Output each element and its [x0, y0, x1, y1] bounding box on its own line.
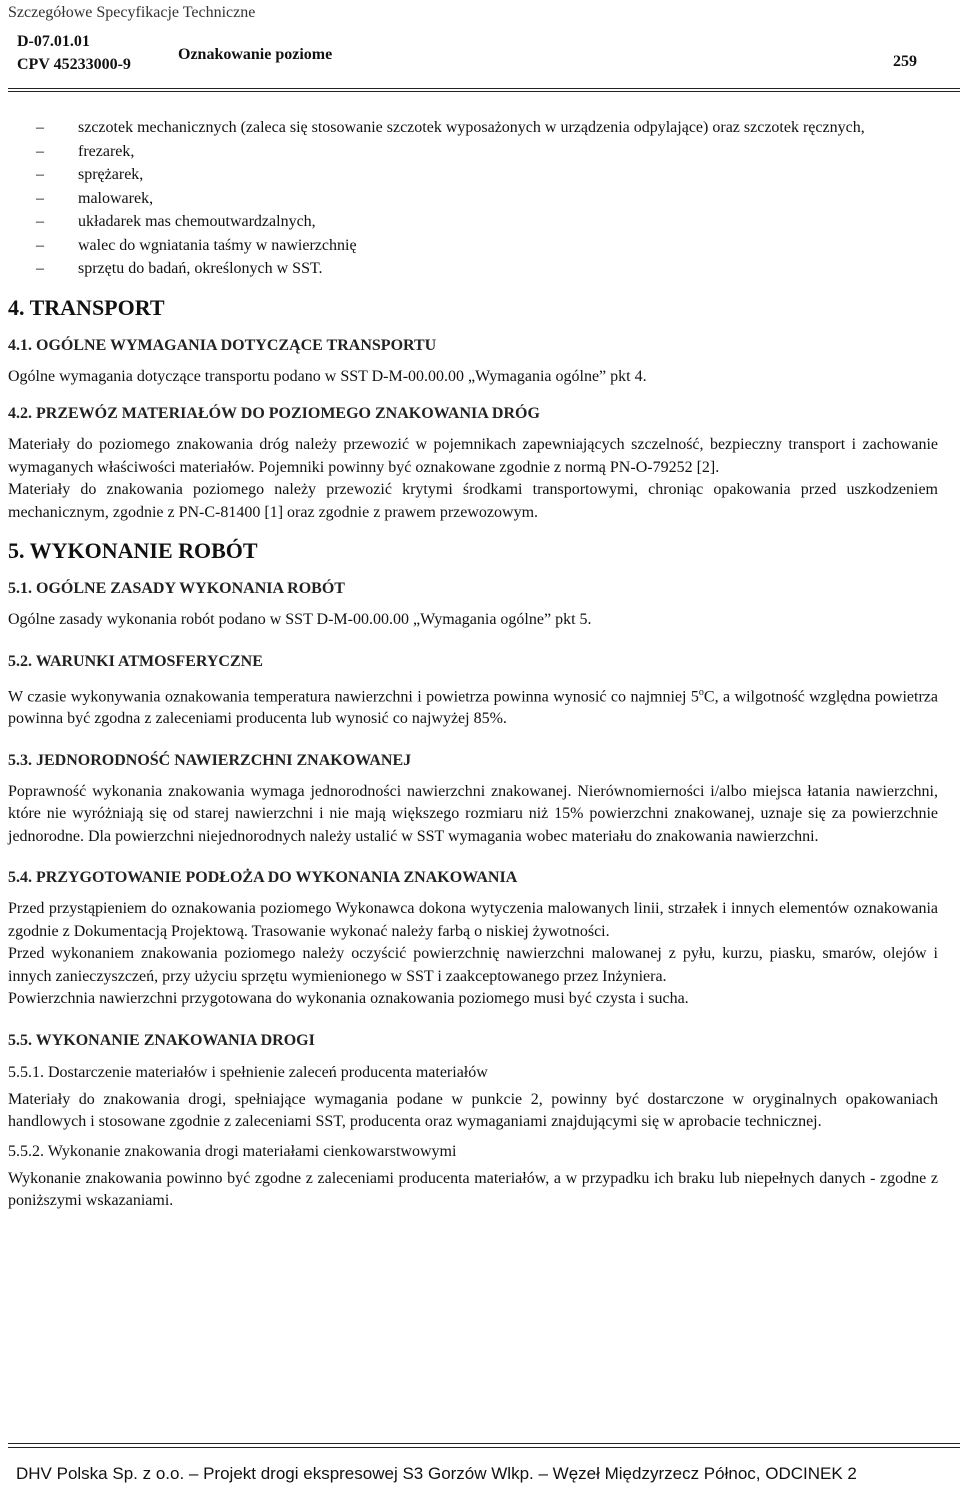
section-4-2-paragraph-2: Materiały do znakowania poziomego należy przewozić krytymi środkami transportowymi, chroniąc opakowania przed uszkodzeniem mechanicznym, zgodnie z PN-C-81400 [1] oraz zgodnie z prawem przewozowym.	[8, 481, 938, 521]
document-body	[8, 116, 938, 1213]
footer-rule-secondary	[8, 1447, 960, 1448]
section-4-1-heading: 4.1. OGÓLNE WYMAGANIA DOTYCZĄCE TRANSPORTU	[8, 336, 437, 354]
section-5-5-2-heading: 5.5.2. Wykonanie znakowania drogi materiałami cienkowarstwowymi	[8, 1142, 457, 1160]
section-5-4-paragraph-3: Powierzchnia nawierzchni przygotowana do wykonania oznakowania poziomego musi być czysta i sucha.	[8, 990, 689, 1008]
list-item: – sprężarek,	[8, 163, 938, 187]
cpv-code: CPV 45233000-9	[17, 56, 131, 73]
header-rule-secondary	[8, 91, 960, 92]
section-5-4-heading: 5.4. PRZYGOTOWANIE PODŁOŻA DO WYKONANIA ZNAKOWANIA	[8, 869, 518, 887]
page-number: 259	[893, 53, 917, 70]
list-item: – walec do wgniatania taśmy w nawierzchnię	[8, 234, 938, 258]
section-5-1-heading: 5.1. OGÓLNE ZASADY WYKONANIA ROBÓT	[8, 580, 345, 597]
section-5-5-1-heading: 5.5.1. Dostarczenie materiałów i spełnienie zaleceń producenta materiałów	[8, 1063, 488, 1081]
section-5-heading: 5. WYKONANIE ROBÓT	[8, 538, 258, 563]
section-4-1-text: Ogólne wymagania dotyczące transportu podano w SST D-M-00.00.00 „Wymagania ogólne” pkt 4.	[8, 367, 647, 385]
section-5-2-heading: 5.2. WARUNKI ATMOSFERYCZNE	[8, 652, 263, 670]
section-5-4-paragraph-1: Przed przystąpieniem do oznakowania poziomego Wykonawca dokona wytyczenia malowanych linii, strzałek i innych elementów oznakowania zgodnie z Dokumentacją Projektową. Trasowanie wykonać należy farbą o niskiej żywotności.	[8, 900, 938, 940]
list-item: – układarek mas chemoutwardzalnych,	[8, 210, 938, 234]
spec-subject: Oznakowanie poziome	[178, 46, 333, 63]
spec-title: Szczegółowe Specyfikacje Techniczne	[8, 4, 256, 21]
degree-superscript: o	[698, 686, 704, 698]
section-5-2-text	[8, 682, 938, 731]
section-4-heading: 4. TRANSPORT	[8, 294, 165, 320]
section-5-3-heading: 5.3. JEDNORODNOŚĆ NAWIERZCHNI ZNAKOWANEJ	[8, 751, 412, 769]
section-5-4-paragraph-2: Przed wykonaniem znakowania poziomego należy oczyścić powierzchnię nawierzchni malowanej z pyłu, kurzu, piasku, smarów, olejów i innych zanieczyszczeń, przy użyciu sprzętu wymienionego w SST i zaakceptowanego przez Inżyniera.	[8, 945, 938, 985]
list-item: – frezarek,	[8, 140, 938, 164]
section-4-2-heading: 4.2. PRZEWÓZ MATERIAŁÓW DO POZIOMEGO ZNAKOWANIA DRÓG	[8, 405, 540, 422]
list-item: – sprzętu do badań, określonych w SST.	[8, 257, 938, 281]
spec-code: D-07.01.01	[17, 33, 90, 50]
section-5-5-heading: 5.5. WYKONANIE ZNAKOWANIA DROGI	[8, 1031, 315, 1049]
section-4-2-paragraph-1: Materiały do poziomego znakowania dróg należy przewozić w pojemnikach zapewniających szczelność, bezpieczny transport i zachowanie wymaganych właściwości materiałów. Pojemniki powinny być oznakowane zgodnie z normą PN-O-79252 [2].	[8, 436, 938, 476]
section-5-5-1-text: Materiały do znakowania drogi, spełniające wymagania podane w punkcie 2, powinny być dostarczone w oryginalnych opakowaniach handlowych i stosowane zgodnie z zaleceniami SST, producenta oraz wymaganiami znajdującymi się w aprobacie technicznej.	[8, 1090, 938, 1131]
list-item: – malowarek,	[8, 187, 938, 211]
section-5-1-text: Ogólne zasady wykonania robót podano w SST D-M-00.00.00 „Wymagania ogólne” pkt 5.	[8, 611, 592, 628]
section-5-3-text: Poprawność wykonania znakowania wymaga jednorodności nawierzchni znakowanej. Nierównomierności i/albo miejsca łatania nawierzchni, które nie wyróżniają się od starej nawierzchni i nie mają większego rozmiaru niż 15% powierzchni znakowanej, uznaje się za powierzchnie jednorodne. Dla powierzchni niejednorodnych należy ustalić w SST wymagania wobec materiału do znakowania nawierzchni.	[8, 782, 938, 845]
footer-rule	[8, 1443, 960, 1444]
footer-text: DHV Polska Sp. z o.o. – Projekt drogi ekspresowej S3 Gorzów Wlkp. – Węzeł Międzyrzecz Północ, ODCINEK 2	[16, 1464, 857, 1483]
section-5-2-text-a: W czasie wykonywania oznakowania temperatura nawierzchni i powietrza powinna wynosić co najmniej 5	[8, 687, 699, 705]
section-5-5-2-text: Wykonanie znakowania powinno być zgodne z zaleceniami producenta materiałów, a w przypadku ich braku lub niepełnych danych - zgodne z poniższymi wskazaniami.	[8, 1169, 938, 1210]
header-rule	[8, 88, 960, 89]
list-item: – szczotek mechanicznych (zaleca się stosowanie szczotek wyposażonych w urządzenia odpylające) oraz szczotek ręcznych,	[8, 116, 938, 140]
section-5-2-text-b: C, a wilgotność względna powietrza powinna być zgodna z zaleceniami producenta lub wynosić co najwyżej 85%.	[8, 687, 939, 728]
equipment-list	[8, 116, 938, 281]
